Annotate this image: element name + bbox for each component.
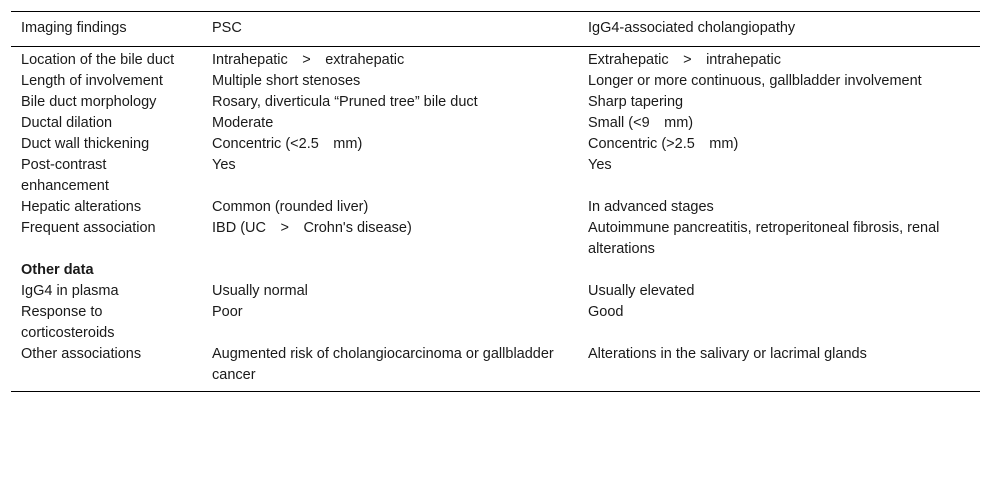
psc-cell: Augmented risk of cholangiocarcinoma or gallbladder cancer (212, 346, 558, 383)
header-imaging-findings: Imaging findings (21, 20, 127, 36)
table-row (11, 71, 980, 92)
psc-cell: Poor (212, 304, 243, 320)
table-row (11, 47, 980, 72)
row-label: Location of the bile duct (21, 52, 175, 68)
table-body (11, 47, 980, 392)
igg4-cell: Good (588, 304, 624, 320)
igg4-cell: Extrahepatic > intrahepatic (588, 52, 782, 68)
igg4-cell: Small (<9 mm) (588, 115, 694, 131)
psc-cell: Concentric (<2.5 mm) (212, 136, 363, 152)
table-row (11, 218, 980, 260)
table-row (11, 155, 980, 197)
table-row (11, 92, 980, 113)
psc-cell: Yes (212, 157, 236, 173)
row-label: Duct wall thickening (21, 136, 150, 152)
table-row (11, 197, 980, 218)
comparison-table-container (11, 11, 980, 392)
header-row (11, 12, 980, 47)
row-label: Bile duct morphology (21, 94, 157, 110)
igg4-cell: Yes (588, 157, 612, 173)
section-row (11, 260, 980, 281)
psc-cell: Multiple short stenoses (212, 73, 361, 89)
row-label: Hepatic alterations (21, 199, 142, 215)
psc-cell: Intrahepatic > extrahepatic (212, 52, 405, 68)
comparison-table (11, 11, 980, 392)
psc-cell: IBD (UC > Crohn's disease) (212, 220, 412, 236)
header-igg4-cholangiopathy: IgG4-associated cholangiopathy (588, 20, 796, 36)
igg4-cell: Longer or more continuous, gallbladder involvement (588, 73, 922, 89)
section-label-other-data: Other data (21, 262, 94, 278)
row-label: Post-contrast enhancement (21, 157, 111, 194)
igg4-cell: Usually elevated (588, 283, 695, 299)
header-psc: PSC (212, 20, 242, 36)
igg4-cell: Sharp tapering (588, 94, 684, 110)
table-row (11, 134, 980, 155)
igg4-cell: Autoimmune pancreatitis, retroperitoneal fibrosis, renal alterations (588, 220, 944, 257)
psc-cell: Moderate (212, 115, 274, 131)
igg4-cell: Alterations in the salivary or lacrimal glands (588, 346, 867, 362)
row-label: Length of involvement (21, 73, 163, 89)
table-header (11, 12, 980, 47)
row-label: Other associations (21, 346, 142, 362)
table-row (11, 344, 980, 392)
row-label: IgG4 in plasma (21, 283, 119, 299)
table-row (11, 302, 980, 344)
psc-cell: Usually normal (212, 283, 308, 299)
row-label: Response to corticosteroids (21, 304, 115, 341)
psc-cell: Rosary, diverticula “Pruned tree” bile duct (212, 94, 478, 110)
row-label: Ductal dilation (21, 115, 113, 131)
table-row (11, 113, 980, 134)
igg4-cell: In advanced stages (588, 199, 714, 215)
row-label: Frequent association (21, 220, 156, 236)
igg4-cell: Concentric (>2.5 mm) (588, 136, 739, 152)
table-row (11, 281, 980, 302)
psc-cell: Common (rounded liver) (212, 199, 369, 215)
